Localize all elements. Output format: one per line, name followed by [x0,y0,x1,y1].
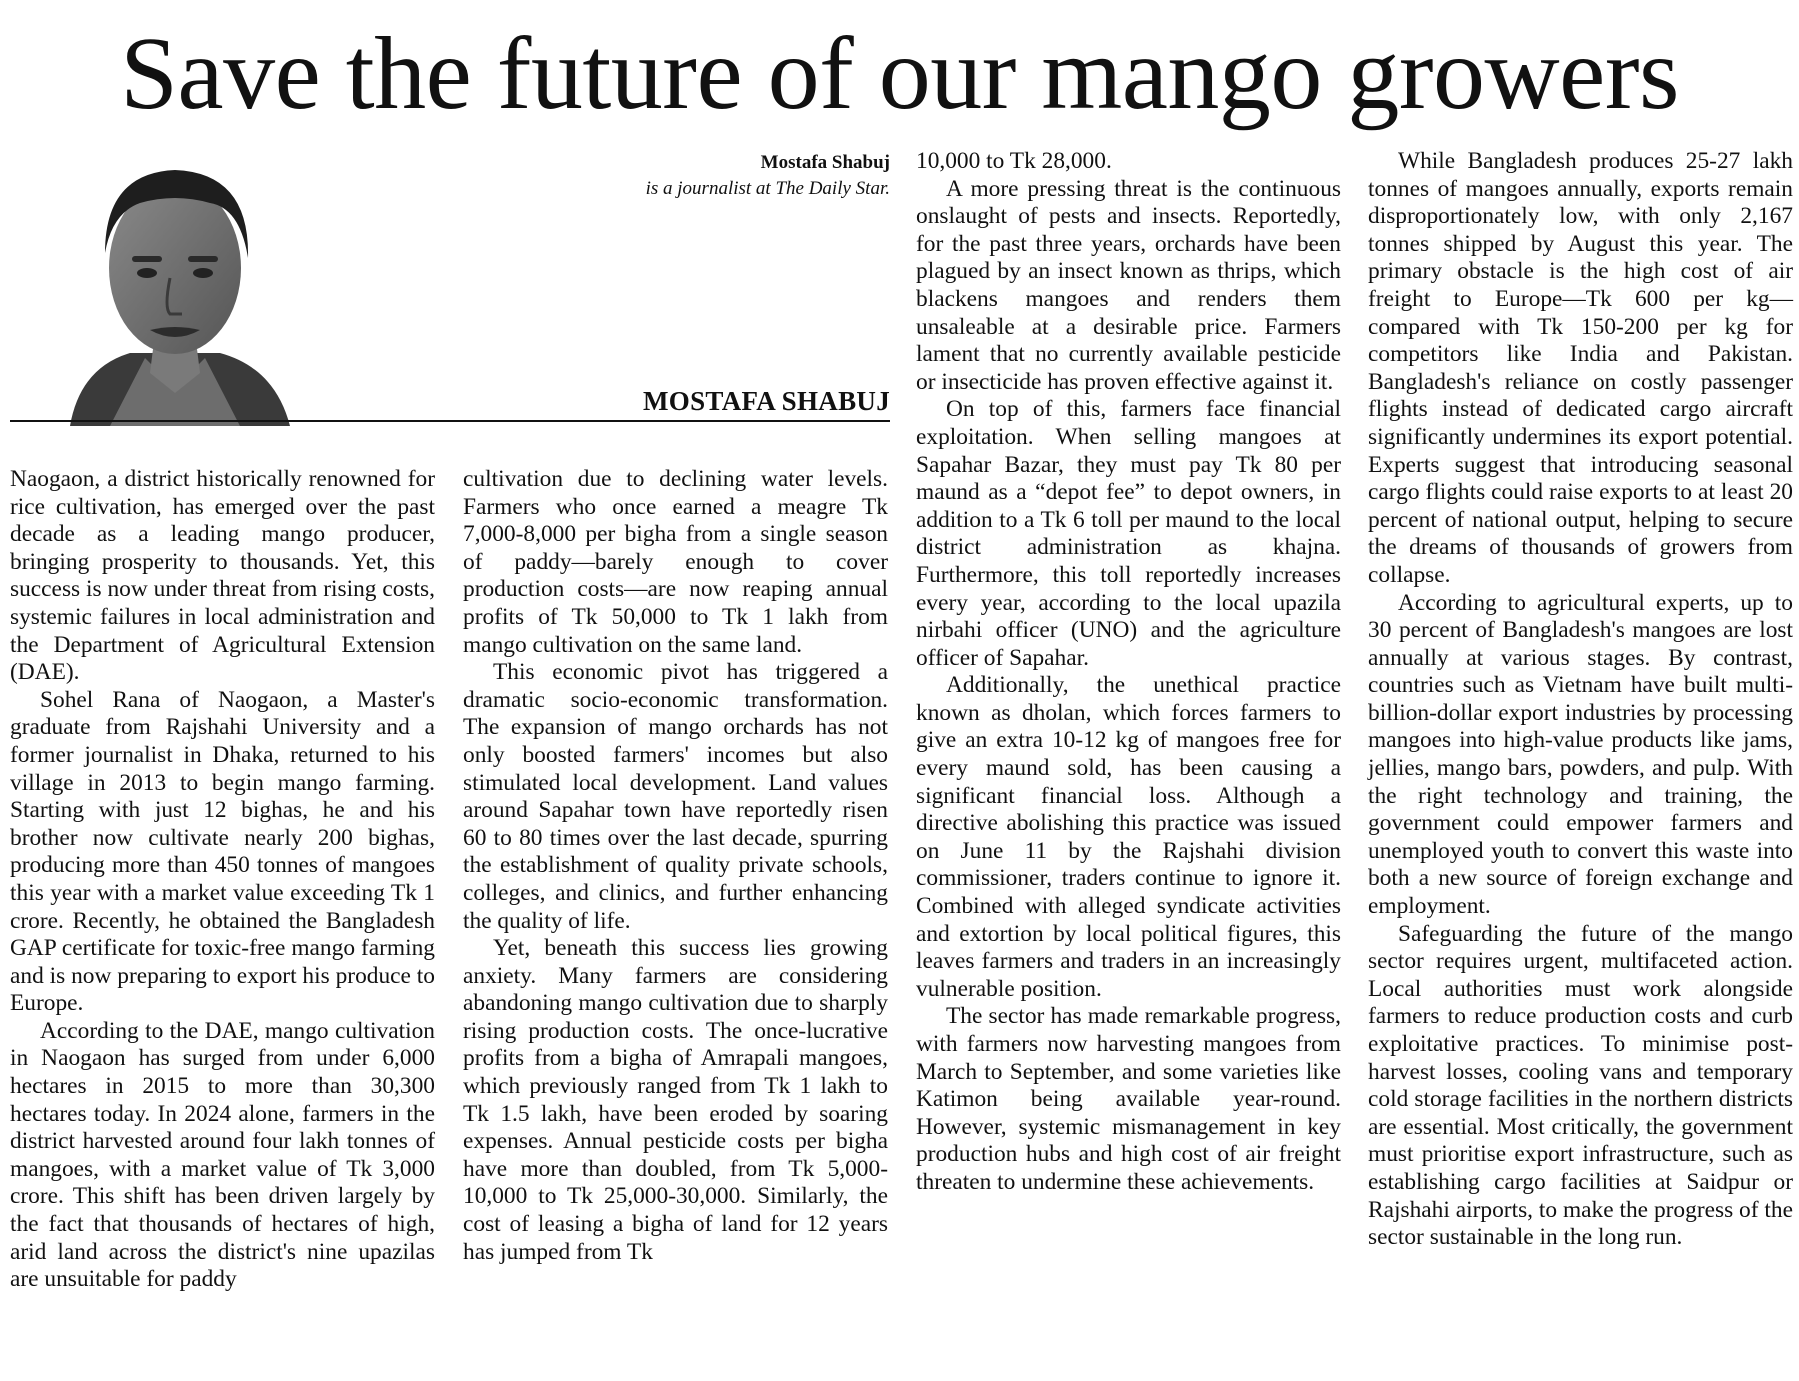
article-column-4 [1368,148,1793,1252]
paragraph: On top of this, farmers face financial exploitation. When selling mangoes at Sapahar Bazar, they must pay Tk 80 per maund as a “depot fee” to depot owners, in addition to a Tk 6 toll per maund to the local district administration as khajna. Furthermore, this toll reportedly increases every year, according to the local upazila nirbahi officer (UNO) and the agriculture officer of Sapahar. [916,396,1341,671]
paragraph: Additionally, the unethical practice known as dholan, which forces farmers to give an extra 10-12 kg of mangoes free for every maund sold, has been causing a significant financial loss. Although a directive abolishing this practice was issued on June 11 by the Rajshahi division commissioner, traders continue to ignore it. Combined with alleged syndicate activities and extortion by local political figures, this leaves farmers and traders in an increasingly vulnerable position. [916,672,1341,1002]
paragraph: Sohel Rana of Naogaon, a Master's graduate from Rajshahi University and a former journalist in Dhaka, returned to his village in 2013 to begin mango farming. Starting with just 12 bighas, he and his brother now cultivate nearly 200 bighas, producing more than 450 tonnes of mangoes this year with a market value exceeding Tk 1 crore. Recently, he obtained the Bangladesh GAP certificate for toxic-free mango farming and is now preparing to export his produce to Europe. [10,686,435,1017]
paragraph: According to the DAE, mango cultivation in Naogaon has surged from under 6,000 hectares in 2015 to more than 30,300 hectares today. In 2024 alone, farmers in the district harvested around four lakh tonnes of mangoes, with a market value of Tk 3,000 crore. This shift has been driven largely by the fact that thousands of hectares of high, arid land across the district's nine upazilas are unsuitable for paddy [10,1017,435,1293]
paragraph: The sector has made remarkable progress, with farmers now harvesting mangoes from March to September, and some varieties like Katimon being available year-round. However, systemic mismanagement in key production hubs and high cost of air freight threaten to undermine these achievements. [916,1003,1341,1195]
paragraph: While Bangladesh produces 25-27 lakh tonnes of mangoes annually, exports remain disproportionately low, with only 2,167 tonnes shipped by August this year. The primary obstacle is the high cost of air freight to Europe—Tk 600 per kg—compared with Tk 150-200 per kg for competitors like India and Pakistan. Bangladesh's reliance on costly passenger flights instead of dedicated cargo aircraft significantly undermines its export potential. Experts suggest that introducing seasonal cargo flights could raise exports to at least 20 percent of national output, helping to secure the dreams of thousands of growers from collapse. [1368,148,1793,588]
paragraph: 10,000 to Tk 28,000. [916,148,1112,174]
paragraph: A more pressing threat is the continuous onslaught of pests and insects. Reportedly, for the past three years, orchards have been plagued by an insect known as thrips, which blackens mangoes and renders them unsaleable at a desirable price. Farmers lament that no currently available pesticide or insecticide has proven effective against it. [916,175,1341,395]
byline-rule [10,420,890,422]
author-bio: is a journalist at The Daily Star. [645,178,890,199]
paragraph: Naogaon, a district historically renowned for rice cultivation, has emerged over the past decade as a leading mango producer, bringing prosperity to thousands. Yet, this success is now under threat from rising costs, systemic failures in local administration and the Department of Agricultural Extension (DAE). [10,466,435,686]
paragraph: According to agricultural experts, up to 30 percent of Bangladesh's mangoes are lost annually at various stages. By contrast, countries such as Vietnam have built multi-billion-dollar export industries by processing mangoes into high-value products like jams, jellies, mango bars, powders, and pulp. With the right technology and training, the government could empower farmers and unemployed youth to convert this waste into both a new source of foreign exchange and employment. [1368,589,1793,920]
paragraph: This economic pivot has triggered a dramatic socio-economic transformation. The expansion of mango orchards has not only boosted farmers' incomes but also stimulated local development. Land values around Sapahar town have reportedly risen 60 to 80 times over the last decade, spurring the establishment of quality private schools, colleges, and clinics, and further enhancing the quality of life. [463,659,888,934]
paragraph: Yet, beneath this success lies growing anxiety. Many farmers are considering abandoning mango cultivation due to sharply rising production costs. The once-lucrative profits from a bigha of Amrapali mangoes, which previously ranged from Tk 1 lakh to Tk 1.5 lakh, have been eroded by soaring expenses. Annual pesticide costs per bigha have more than doubled, from Tk 5,000-10,000 to Tk 25,000-30,000. Similarly, the cost of leasing a bigha of land for 12 years has jumped from Tk [463,935,888,1265]
author-name: Mostafa Shabuj [760,152,890,173]
article-column-3 [916,148,1341,1197]
paragraph: cultivation due to declining water levels. Farmers who once earned a meagre Tk 7,000-8,000 per bigha from a single season of paddy—barely enough to cover production costs—are now reaping annual profits of Tk 50,000 to Tk 1 lakh from mango cultivation on the same land. [463,466,888,658]
author-portrait [50,148,300,426]
article-column-2 [463,466,888,1266]
author-name-caps: MOSTAFA SHABUJ [643,386,890,416]
article-column-1 [10,466,435,1294]
headline: Save the future of our mango growers [120,16,1679,131]
byline-box [10,148,890,428]
paragraph: Safeguarding the future of the mango sector requires urgent, multifaceted action. Local authorities must work alongside farmers to reduce production costs and curb exploitative practices. To minimise post-harvest losses, cooling vans and temporary cold storage facilities in the northern districts are essential. Most critically, the government must prioritise export infrastructure, such as establishing cargo facilities at Saidpur or Rajshahi airports, to make the progress of the sector sustainable in the long run. [1368,920,1793,1251]
